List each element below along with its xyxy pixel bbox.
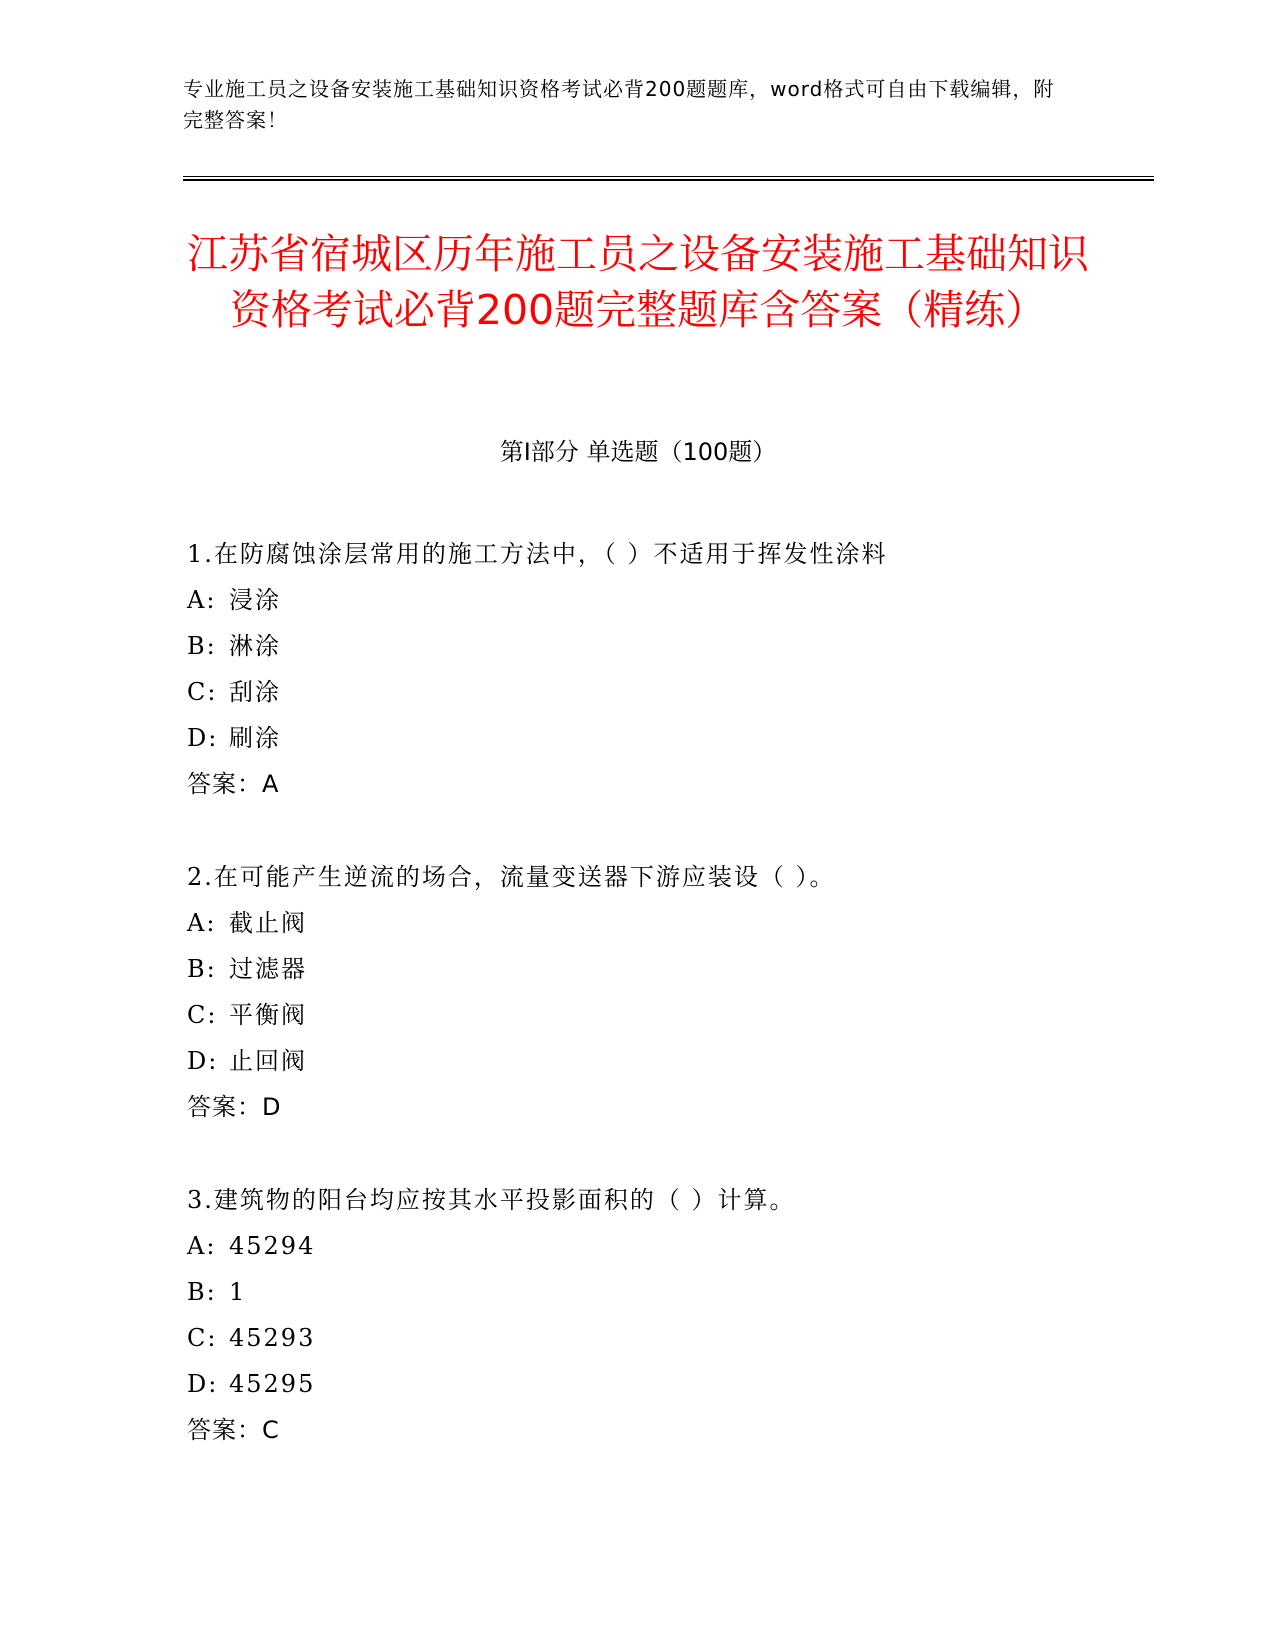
option-d: [187, 715, 1147, 761]
option-text: 1: [229, 1278, 247, 1306]
option-b: [187, 623, 1147, 669]
option-c: [187, 669, 1147, 715]
section-heading: 第Ⅰ部分 单选题（100题）: [499, 438, 777, 466]
option-key: B:: [187, 632, 217, 660]
option-text: 刷涂: [229, 724, 281, 752]
option-text: 45294: [229, 1232, 316, 1260]
question-1: [187, 531, 1147, 807]
question-2: [187, 854, 1147, 1130]
option-key: A:: [187, 1232, 217, 1260]
option-a: [187, 577, 1147, 623]
question-stem: 2.在可能产生逆流的场合，流量变送器下游应装设（ ）。: [187, 863, 836, 891]
option-text: 过滤器: [229, 955, 307, 983]
option-key: C:: [187, 1001, 218, 1029]
option-text: 45295: [229, 1370, 316, 1398]
option-key: B:: [187, 1278, 217, 1306]
option-key: C:: [187, 1324, 218, 1352]
question-stem: 3.建筑物的阳台均应按其水平投影面积的（ ）计算。: [187, 1186, 796, 1214]
option-key: D:: [187, 724, 219, 752]
question-3: [187, 1177, 1147, 1453]
option-text: 平衡阀: [229, 1001, 307, 1029]
option-key: D:: [187, 1370, 219, 1398]
option-key: D:: [187, 1047, 219, 1075]
option-d: [187, 1361, 1147, 1407]
question-stem: 1.在防腐蚀涂层常用的施工方法中，（ ）不适用于挥发性涂料: [187, 540, 888, 568]
question-list: [187, 531, 1147, 1500]
option-text: 45293: [229, 1324, 316, 1352]
option-text: 淋涂: [229, 632, 281, 660]
option-b: [187, 1269, 1147, 1315]
option-a: [187, 1223, 1147, 1269]
option-text: 浸涂: [229, 586, 281, 614]
option-b: [187, 946, 1147, 992]
option-d: [187, 1038, 1147, 1084]
option-text: 截止阀: [229, 909, 307, 937]
option-text: 止回阀: [229, 1047, 307, 1075]
option-text: 刮涂: [229, 678, 281, 706]
header-divider: [183, 176, 1154, 181]
option-a: [187, 900, 1147, 946]
option-c: [187, 1315, 1147, 1361]
document-title: 江苏省宿城区历年施工员之设备安装施工基础知识资格考试必背200题完整题库含答案（精练）: [187, 230, 1089, 334]
option-key: A:: [187, 909, 217, 937]
answer-line: 答案：D: [187, 1093, 282, 1121]
option-key: B:: [187, 955, 217, 983]
option-key: C:: [187, 678, 218, 706]
option-c: [187, 992, 1147, 1038]
header-note: 专业施工员之设备安装施工基础知识资格考试必背200题题库，word格式可自由下载编辑，附完整答案！: [183, 77, 1055, 132]
answer-line: 答案：C: [187, 1416, 280, 1444]
answer-line: 答案：A: [187, 770, 280, 798]
option-key: A:: [187, 586, 217, 614]
